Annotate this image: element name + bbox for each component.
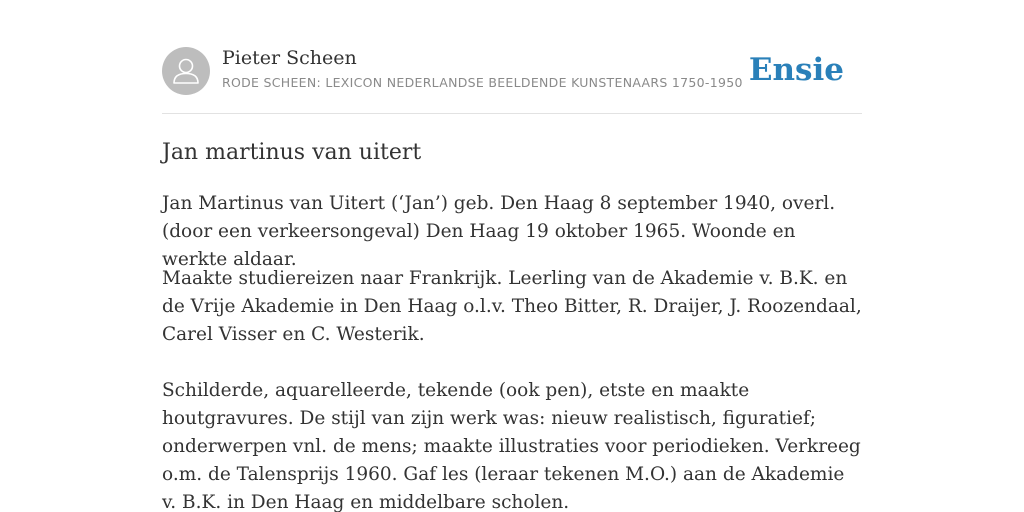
article-paragraph: Jan Martinus van Uitert (‘Jan’) geb. Den Haag 8 september 1940, overl. (door een verkeersongeval) Den Haag 19 oktober 1965. Woonde en werkte aldaar. (162, 193, 836, 270)
article-title: Jan martinus van uitert (162, 140, 422, 165)
article-paragraph: Schilderde, aquarelleerde, tekende (ook pen), etste en maakte houtgravures. De stijl van zijn werk was: nieuw realistisch, figuratief; onderwerpen vnl. de mens; maakte illustraties voor periodieken. Verkreeg o.m. de Talensprijs 1960. Gaf les (leraar tekenen M.O.) aan de Akademie v. B.K. in Den Haag en middelbare scholen. (162, 380, 861, 512)
avatar[interactable] (162, 47, 210, 95)
author-name[interactable]: Pieter Scheen (222, 47, 357, 69)
source-title[interactable]: RODE SCHEEN: LEXICON NEDERLANDSE BEELDENDE KUNSTENAARS 1750-1950 (222, 75, 743, 90)
article-paragraph: Maakte studiereizen naar Frankrijk. Leerling van de Akademie v. B.K. en de Vrije Akademie in Den Haag o.l.v. Theo Bitter, R. Draijer, J. Roozendaal, Carel Visser en C. Westerik. (162, 268, 862, 345)
ensie-logo[interactable]: Ensie (748, 52, 844, 88)
article-header (162, 46, 862, 96)
user-silhouette-icon (162, 47, 210, 95)
header-divider (162, 113, 862, 114)
